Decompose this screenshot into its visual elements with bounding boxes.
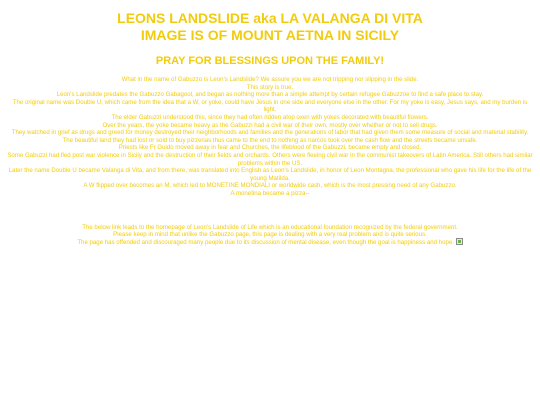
title-line-1: LEONS LANDSLIDE aka LA VALANGA DI VITA — [117, 10, 423, 26]
story-line: The original name was Double U, which came from the idea that a W, or yoke, could have Jesus in one side and everyone else in the other. For my yoke is easy, Jesus says, and my burden is light. — [12, 98, 528, 114]
page-title — [0, 0, 540, 44]
story-line: Some Gabuzzi had fled post war violence in Sicily and the destruction of their fields and orchards. Others were fleeing civil war in the communist takeovers of Latin America. Still others had similar problems within the US. — [7, 151, 533, 167]
broken-image-icon[interactable] — [456, 238, 463, 245]
link-notice-line: Please keep in mind that unlike the Gabuzzo page, this page is dealing with a very real problem and is quite serious. — [113, 231, 427, 239]
link-notice-text: The page has offended and discouraged many people due to its discussion of mental disease, even though the goal is happiness and hope. — [77, 238, 454, 246]
spacer — [0, 198, 540, 224]
story-line: A W flipped over becomes an M, which led to MONETINE MONDIALI or worldwide cash, which is the most pressing need of any Gabuzzo. — [83, 182, 457, 190]
link-notice-line: The below link leads to the homepage of Leon's Landslide of Life which is an educational foundation recognized by the federal government. — [82, 223, 458, 231]
story-line: Leon's Landslide predates the Gabuzzo Gabagool, and began as nothing more than a simple attempt by certain refugee Gabuzzoe to find a safe place to stay. — [56, 91, 484, 99]
story-line: The elder Gabuzzi understood this, since they had often ridden atop oxen with yokes decorated with beautiful flowers. — [111, 113, 429, 121]
link-notice-line-last — [6, 239, 534, 247]
story-line: Priests like Fr Guido moved away in fear and Churches, the lifeblood of the Gabuzzi, became empty and closed. — [118, 144, 422, 152]
story-line: They watched in grief as drugs and greed for money destroyed their neighborhoods and families and the generations of labor that had given them some measure of social and material stability. — [11, 129, 529, 137]
story-line: Over the years, the yoke became heavy as the Gabuzzi had a civil war of their own, mostly over whether or not to sell drugs. — [102, 121, 438, 129]
prayer-heading: PRAY FOR BLESSINGS UPON THE FAMILY! — [155, 55, 385, 67]
story-line: The beautiful land they had lost or sold to buy pizzerias thus came to the end to nothing as narcos took over the cash flow and the streets became unsafe. — [62, 136, 478, 144]
title-line-2: IMAGE IS OF MOUNT AETNA IN SICILY — [140, 27, 400, 43]
story-line: Later the name Double U became Valanga di Vita, and from there, was translated into English as Leon's Landslide, in honor of Leon Montagna, the professional who gave his life for the life of the young Matilda. — [8, 167, 532, 182]
story-line: What in the name of Gabuzzo is Leon's Landslide? We assure you we are not tripping nor slipping in the slide. — [121, 76, 419, 83]
story-line: This story is true. — [246, 83, 294, 91]
story-line: A monetina became a pizza-- — [230, 189, 310, 197]
story-text — [0, 76, 540, 198]
link-notice — [0, 224, 540, 247]
